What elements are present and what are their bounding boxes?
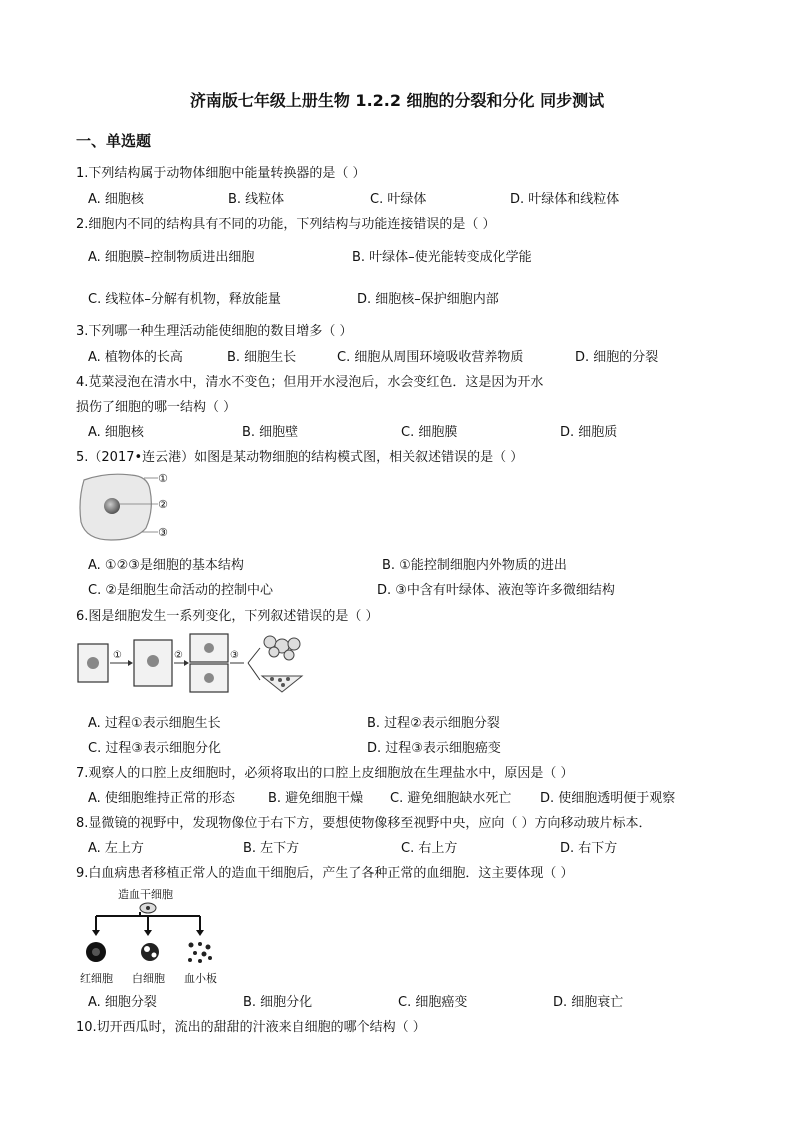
q1-option-d[interactable]: D. 叶绿体和线粒体 xyxy=(510,192,620,207)
q7-option-d[interactable]: D. 使细胞透明便于观察 xyxy=(540,791,676,806)
q6-option-a[interactable]: A. 过程①表示细胞生长 xyxy=(88,716,221,731)
q2-option-b[interactable]: B. 叶绿体–使光能转变成化学能 xyxy=(352,250,532,265)
q6-option-c[interactable]: C. 过程③表示细胞分化 xyxy=(88,741,221,756)
q5-option-a[interactable]: A. ①②③是细胞的基本结构 xyxy=(88,558,244,573)
q5-option-d[interactable]: D. ③中含有叶绿体、液泡等许多微细结构 xyxy=(377,583,615,598)
q4-option-d[interactable]: D. 细胞质 xyxy=(560,425,618,440)
cell-label-2: ② xyxy=(158,498,168,511)
q6-option-b[interactable]: B. 过程②表示细胞分裂 xyxy=(367,716,500,731)
question-4-stem-line1: 4.苋菜浸泡在清水中，清水不变色；但用开水浸泡后，水会变红色．这是因为开水 xyxy=(76,375,544,390)
question-6-stem: 6.图是细胞发生一系列变化，下列叙述错误的是（ ） xyxy=(76,609,379,624)
q4-option-b[interactable]: B. 细胞壁 xyxy=(242,425,299,440)
q3-option-a[interactable]: A. 植物体的长高 xyxy=(88,350,183,365)
q9-option-c[interactable]: C. 细胞癌变 xyxy=(398,995,468,1010)
process-label-2: ② xyxy=(174,650,183,661)
q3-option-d[interactable]: D. 细胞的分裂 xyxy=(575,350,659,365)
q1-option-c[interactable]: C. 叶绿体 xyxy=(370,192,427,207)
blood-cell-diagram xyxy=(76,900,226,975)
question-7-stem: 7.观察人的口腔上皮细胞时，必须将取出的口腔上皮细胞放在生理盐水中，原因是（ ） xyxy=(76,766,574,781)
q7-option-b[interactable]: B. 避免细胞干燥 xyxy=(268,791,364,806)
q1-option-a[interactable]: A. 细胞核 xyxy=(88,192,144,207)
cell-label-1: ① xyxy=(158,472,168,485)
red-blood-cell-label: 红细胞 xyxy=(80,972,113,985)
question-9-stem: 9.白血病患者移植正常人的造血干细胞后，产生了各种正常的血细胞．这主要体现（ ） xyxy=(76,866,574,881)
question-3-stem: 3.下列哪一种生理活动能使细胞的数目增多（ ） xyxy=(76,324,353,339)
process-label-1: ① xyxy=(113,650,122,661)
q2-option-d[interactable]: D. 细胞核–保护细胞内部 xyxy=(357,292,499,307)
q3-option-b[interactable]: B. 细胞生长 xyxy=(227,350,297,365)
q4-option-a[interactable]: A. 细胞核 xyxy=(88,425,144,440)
question-1-stem: 1.下列结构属于动物体细胞中能量转换器的是（ ） xyxy=(76,166,366,181)
white-blood-cell-label: 白细胞 xyxy=(132,972,165,985)
q2-option-a[interactable]: A. 细胞膜–控制物质进出细胞 xyxy=(88,250,255,265)
q1-option-b[interactable]: B. 线粒体 xyxy=(228,192,285,207)
question-8-stem: 8.显微镜的视野中，发现物像位于右下方，要想使物像移至视野中央，应向（ ）方向移动玻片标本． xyxy=(76,816,652,831)
q7-option-c[interactable]: C. 避免细胞缺水死亡 xyxy=(390,791,512,806)
q8-option-c[interactable]: C. 右上方 xyxy=(401,841,458,856)
q5-option-b[interactable]: B. ①能控制细胞内外物质的进出 xyxy=(382,558,567,573)
q9-option-d[interactable]: D. 细胞衰亡 xyxy=(553,995,624,1010)
q9-option-b[interactable]: B. 细胞分化 xyxy=(243,995,313,1010)
page-title: 济南版七年级上册生物 1.2.2 细胞的分裂和分化 同步测试 xyxy=(189,91,605,110)
animal-cell-diagram xyxy=(76,470,186,545)
q3-option-c[interactable]: C. 细胞从周围环境吸收营养物质 xyxy=(337,350,524,365)
section-heading: 一、单选题 xyxy=(76,132,152,150)
question-10-stem: 10.切开西瓜时，流出的甜甜的汁液来自细胞的哪个结构（ ） xyxy=(76,1020,426,1035)
cell-label-3: ③ xyxy=(158,526,168,539)
q8-option-b[interactable]: B. 左下方 xyxy=(243,841,300,856)
stem-cell-label: 造血干细胞 xyxy=(118,888,173,901)
q6-option-d[interactable]: D. 过程③表示细胞癌变 xyxy=(367,741,501,756)
q8-option-a[interactable]: A. 左上方 xyxy=(88,841,144,856)
question-5-stem: 5.（2017•连云港）如图是某动物细胞的结构模式图，相关叙述错误的是（ ） xyxy=(76,450,524,465)
q8-option-d[interactable]: D. 右下方 xyxy=(560,841,618,856)
process-label-3: ③ xyxy=(230,650,239,661)
question-2-stem: 2.细胞内不同的结构具有不同的功能，下列结构与功能连接错误的是（ ） xyxy=(76,217,496,232)
q4-option-c[interactable]: C. 细胞膜 xyxy=(401,425,458,440)
cell-change-diagram xyxy=(76,632,326,694)
q5-option-c[interactable]: C. ②是细胞生命活动的控制中心 xyxy=(88,583,273,598)
q7-option-a[interactable]: A. 使细胞维持正常的形态 xyxy=(88,791,235,806)
q9-option-a[interactable]: A. 细胞分裂 xyxy=(88,995,157,1010)
question-4-stem-line2: 损伤了细胞的哪一结构（ ） xyxy=(76,400,237,415)
platelet-label: 血小板 xyxy=(184,972,217,985)
q2-option-c[interactable]: C. 线粒体–分解有机物，释放能量 xyxy=(88,292,281,307)
